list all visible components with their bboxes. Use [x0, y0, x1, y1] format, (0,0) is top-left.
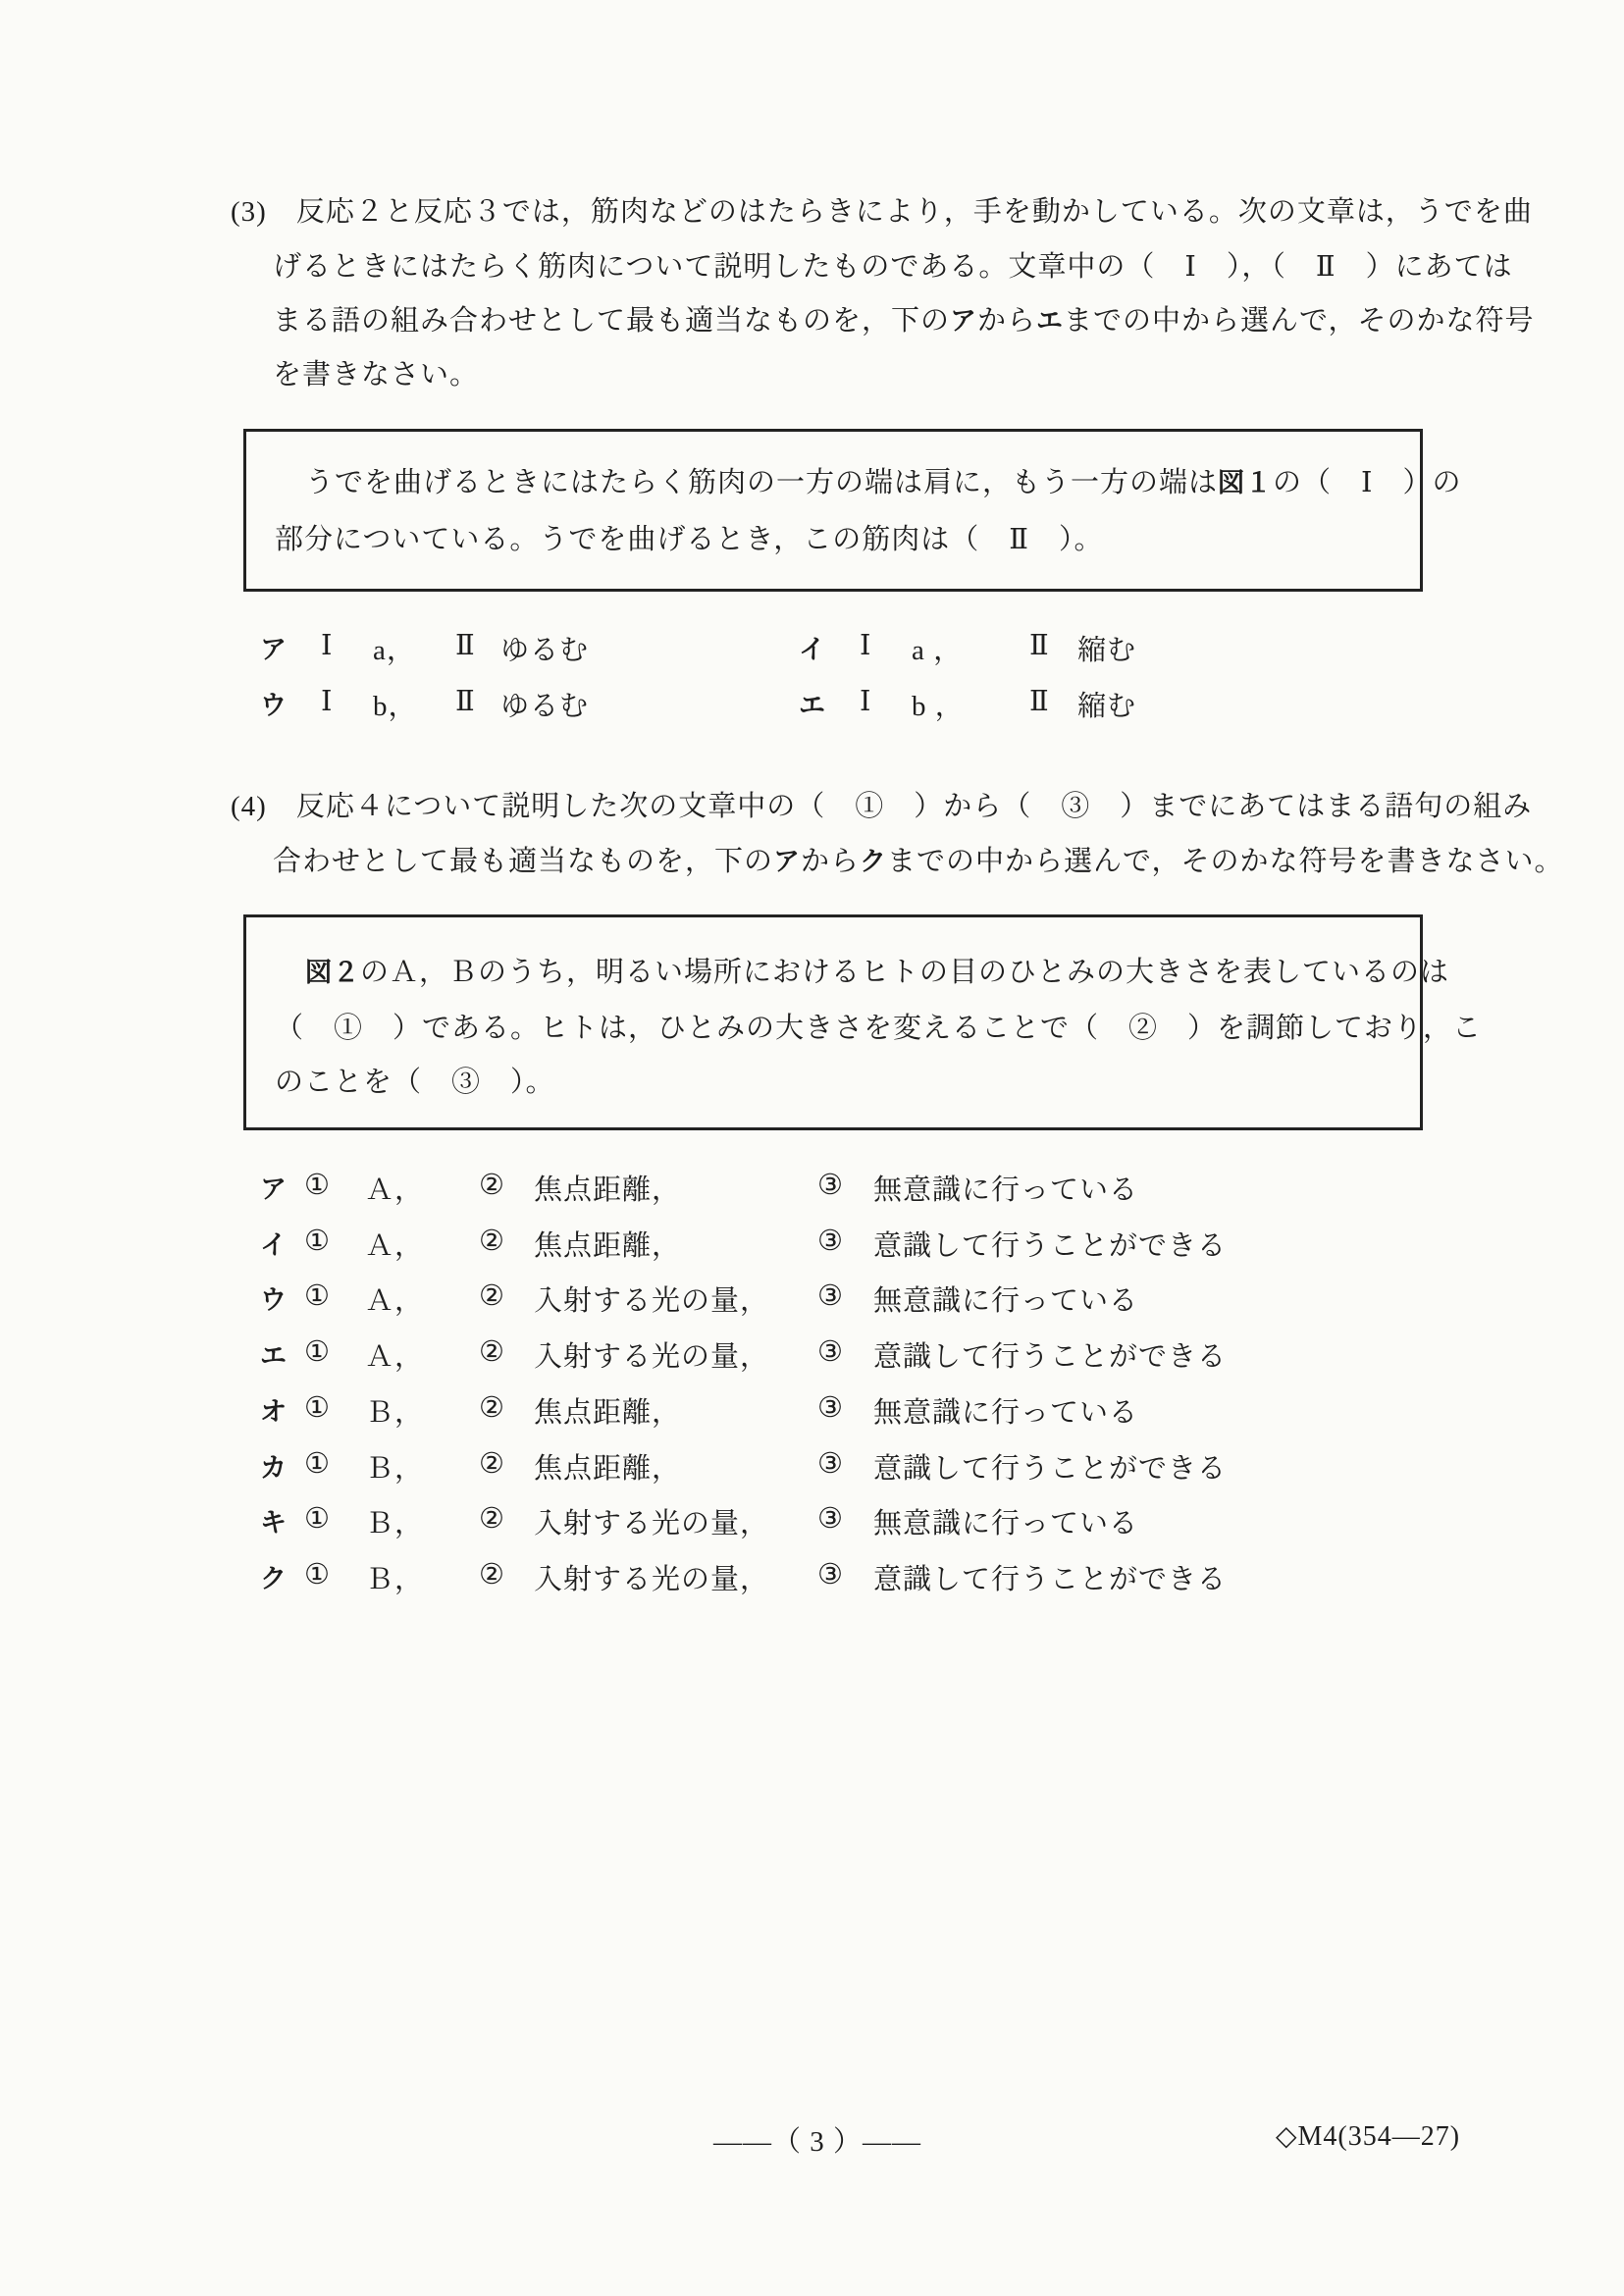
q3-option-e [799, 684, 1136, 724]
roman-numeral-ii: Ⅱ [1029, 630, 1050, 661]
text-segment: までの中から選んで，そのかな符号を書きなさい。 [887, 846, 1564, 877]
option-kana-label: イ [799, 635, 826, 665]
roman-numeral-i: Ⅰ [321, 686, 334, 717]
choice-term: 入射する光の量， [534, 1508, 770, 1539]
circled-2: ② [479, 1170, 505, 1201]
choice-term: 焦点距離， [534, 1230, 682, 1262]
option-kana-label: ウ [260, 1285, 288, 1316]
q4-option-i [260, 1224, 1227, 1264]
circled-2: ② [479, 1503, 505, 1535]
text-segment: 合わせとして最も適当なものを，下の [273, 846, 774, 877]
choice-value-1: a ， [912, 635, 964, 666]
option-kana-label: ア [260, 1174, 288, 1205]
choice-phrase: 無意識に行っている [873, 1397, 1139, 1429]
choice-phrase: 無意識に行っている [873, 1285, 1139, 1317]
choice-term: 入射する光の量， [534, 1341, 770, 1373]
circled-2: ② [479, 1559, 505, 1591]
q3-box-line-1 [305, 467, 1461, 499]
circled-3: ③ [817, 1170, 844, 1201]
option-kana-label: ウ [260, 691, 288, 721]
choice-value-2: 縮む [1077, 691, 1137, 722]
text-segment: までの中から選んで，そのかな符号 [1064, 305, 1535, 337]
q4-option-ka [260, 1446, 1227, 1487]
text-segment: を書きなさい。 [273, 359, 480, 391]
circled-3: ③ [817, 1280, 844, 1312]
choice-value-2: ゆるむ [500, 691, 590, 722]
option-kana-label: オ [260, 1397, 288, 1428]
circled-1: ① [304, 1280, 331, 1312]
circled-2: ② [479, 1448, 505, 1480]
q3-box-line-2 [275, 524, 1103, 556]
q4-option-e [260, 1334, 1227, 1375]
circled-3: ③ [817, 1503, 844, 1535]
choice-value-2: ゆるむ [500, 635, 590, 666]
roman-numeral-ii: Ⅱ [455, 686, 476, 717]
choice-phrase: 意識して行うことができる [873, 1564, 1228, 1595]
text-segment: 部分についている。うでを曲げるとき，この筋肉は（ Ⅱ ）。 [275, 524, 1104, 555]
choice-letter: Ａ， [365, 1174, 425, 1206]
choice-letter: Ｂ， [365, 1397, 425, 1429]
text-segment: げるときにはたらく筋肉について説明したものである。文章中の（ Ⅰ ），（ Ⅱ ）にあては [273, 251, 1513, 283]
option-kana-label: エ [260, 1341, 288, 1372]
circled-3: ③ [817, 1226, 844, 1257]
q3-option-i [799, 628, 1136, 668]
circled-1: ① [304, 1503, 331, 1535]
document-code: ◇M4(354―27) [1276, 2121, 1461, 2152]
choice-letter: Ｂ， [365, 1564, 425, 1595]
choice-phrase: 意識して行うことができる [873, 1230, 1228, 1262]
choice-phrase: 意識して行うことができる [873, 1453, 1228, 1485]
q3-paragraph-line-2 [273, 251, 1513, 284]
text-segment: まる語の組み合わせとして最も適当なものを，下の [273, 305, 951, 337]
text-segment: (4) 反応４について説明した次の文章中の（ ① ）から（ ③ ）までにあてはまる語句の組み [231, 791, 1533, 822]
circled-3: ③ [817, 1559, 844, 1591]
circled-1: ① [304, 1448, 331, 1480]
circled-1: ① [304, 1392, 331, 1424]
text-segment: の（ Ⅰ ）の [1273, 467, 1462, 498]
choice-value-1: b， [373, 691, 418, 722]
q4-option-ku [260, 1557, 1227, 1597]
choice-phrase: 無意識に行っている [873, 1174, 1139, 1206]
circled-3: ③ [817, 1392, 844, 1424]
emphasized-text: エ [1036, 306, 1065, 337]
choice-term: 焦点距離， [534, 1397, 682, 1429]
circled-1: ① [304, 1170, 331, 1201]
roman-numeral-ii: Ⅱ [1029, 686, 1050, 717]
emphasized-text: ア [773, 847, 802, 877]
text-segment: から [801, 846, 861, 877]
circled-1: ① [304, 1336, 331, 1368]
q4-option-o [260, 1390, 1138, 1431]
choice-letter: Ａ， [365, 1285, 425, 1317]
q4-option-a [260, 1168, 1138, 1208]
choice-value-1: a， [373, 635, 416, 666]
text-segment: のＡ，Ｂのうち，明るい場所におけるヒトの目のひとみの大きさを表しているのは [360, 957, 1450, 988]
roman-numeral-ii: Ⅱ [455, 630, 476, 661]
q3-option-u [260, 684, 589, 724]
roman-numeral-i: Ⅰ [860, 686, 872, 717]
text-segment: うでを曲げるときにはたらく筋肉の一方の端は肩に，もう一方の端は [305, 467, 1219, 498]
q4-box-line-1 [305, 957, 1449, 989]
option-kana-label: エ [799, 691, 826, 721]
choice-letter: Ａ， [365, 1230, 425, 1262]
circled-2: ② [479, 1280, 505, 1312]
page-number-label: ――（ 3 ）―― [713, 2126, 922, 2158]
roman-numeral-i: Ⅰ [321, 630, 334, 661]
text-segment: のことを（ ③ ）。 [275, 1067, 555, 1098]
q3-paragraph-line-1 [231, 196, 1533, 229]
circled-2: ② [479, 1336, 505, 1368]
q4-statement-box [243, 914, 1483, 1130]
option-kana-label: キ [260, 1508, 288, 1539]
circled-3: ③ [817, 1448, 844, 1480]
choice-value-2: 縮む [1077, 635, 1137, 666]
q4-paragraph-line-1 [231, 791, 1532, 823]
text-segment: (3) 反応２と反応３では，筋肉などのはたらきにより，手を動かしている。次の文章は，うでを曲 [231, 196, 1533, 228]
emphasized-text: 図２ [305, 958, 360, 988]
q4-box-line-3 [275, 1067, 555, 1099]
circled-1: ① [304, 1559, 331, 1591]
text-segment: （ ① ）である。ヒトは，ひとみの大きさを変えることで（ ② ）を調節しており，こ [275, 1013, 1483, 1044]
choice-term: 入射する光の量， [534, 1564, 770, 1595]
circled-3: ③ [817, 1336, 844, 1368]
q4-option-ki [260, 1501, 1138, 1541]
text-segment: から [977, 305, 1037, 337]
choice-term: 焦点距離， [534, 1174, 682, 1206]
choice-value-1: b ， [912, 691, 965, 722]
option-kana-label: イ [260, 1230, 288, 1261]
q3-paragraph-line-3 [273, 305, 1534, 338]
circled-1: ① [304, 1226, 331, 1257]
emphasized-text: ク [860, 847, 888, 877]
choice-letter: Ａ， [365, 1341, 425, 1373]
option-kana-label: カ [260, 1453, 288, 1484]
q3-paragraph-line-4 [273, 359, 479, 391]
q4-box-line-2 [275, 1013, 1482, 1045]
q3-statement-box [243, 429, 1462, 592]
choice-phrase: 無意識に行っている [873, 1508, 1139, 1539]
choice-letter: Ｂ， [365, 1508, 425, 1539]
emphasized-text: ア [950, 306, 978, 337]
q4-option-u [260, 1278, 1138, 1319]
circled-2: ② [479, 1226, 505, 1257]
choice-phrase: 意識して行うことができる [873, 1341, 1228, 1373]
choice-term: 焦点距離， [534, 1453, 682, 1485]
emphasized-text: 図１ [1218, 468, 1274, 498]
option-kana-label: ア [260, 635, 288, 665]
q4-paragraph-line-2 [273, 846, 1563, 878]
choice-term: 入射する光の量， [534, 1285, 770, 1317]
roman-numeral-i: Ⅰ [860, 630, 872, 661]
option-kana-label: ク [260, 1564, 288, 1594]
q3-option-a [260, 628, 589, 668]
choice-letter: Ｂ， [365, 1453, 425, 1485]
circled-2: ② [479, 1392, 505, 1424]
